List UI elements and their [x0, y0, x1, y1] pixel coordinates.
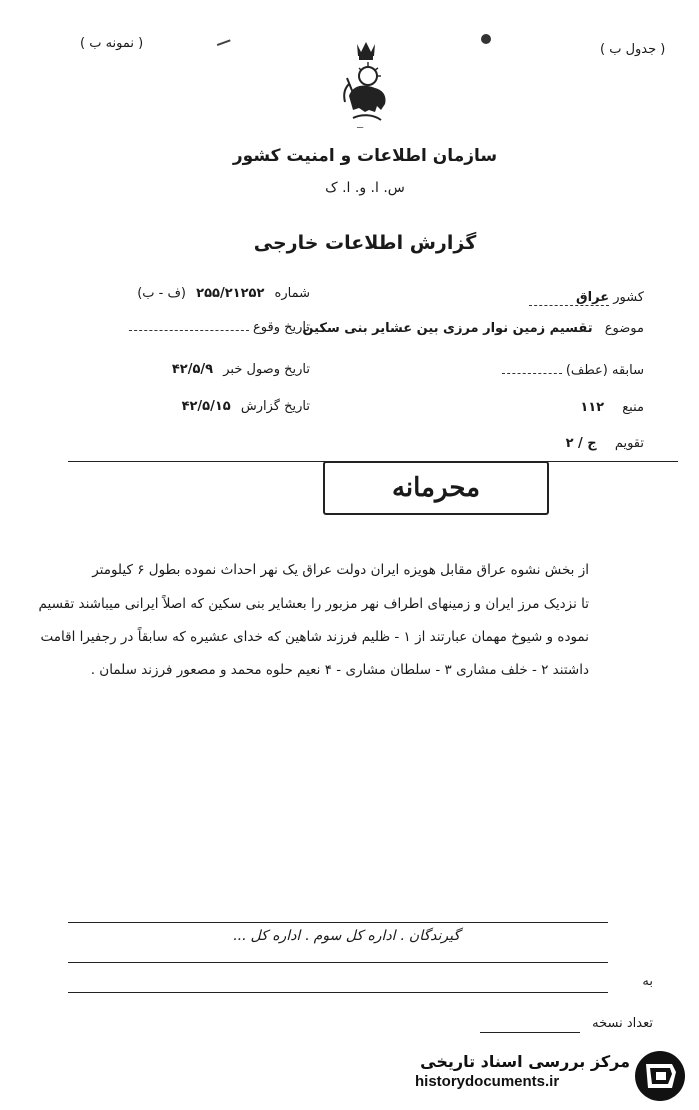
archive-logo-icon	[632, 1048, 688, 1104]
ink-dot	[481, 34, 491, 44]
number-field	[80, 286, 310, 301]
confidential-stamp-text: محرمانه	[391, 473, 481, 503]
svg-text:ـــ: ـــ	[357, 122, 364, 130]
subject-label: موضوع	[604, 321, 644, 336]
precedent-label: سابقه (عطف)	[565, 363, 644, 378]
received-date-field	[80, 362, 310, 377]
organization-name: سازمان اطلاعات و امنیت کشور	[232, 146, 498, 166]
report-date-field	[80, 399, 310, 414]
copies-label: تعداد نسخه	[592, 1016, 653, 1031]
number-suffix: (ف - ب)	[137, 286, 187, 301]
stray-mark	[213, 30, 230, 46]
precedent-value	[502, 373, 562, 374]
country-label: کشور	[613, 290, 644, 305]
copies-line	[480, 1032, 580, 1033]
source-value: ۱۱۲	[580, 400, 605, 415]
rating-field	[566, 436, 644, 451]
body-line-1: از بخش نشوه عراق مقابل هویزه ایران دولت عراق یک نهر احداث نموده بطول ۶ کیلومتر	[92, 562, 589, 578]
table-type-mark: ( جدول ب )	[600, 42, 666, 57]
country-value: عراق	[529, 290, 609, 306]
source-label: منبع	[622, 400, 644, 415]
lion-and-sun-emblem-icon	[335, 40, 397, 130]
watermark-name: مرکز بررسی اسناد تاریخی	[420, 1052, 630, 1071]
organization-code: س. ا. و. ا. ک	[325, 180, 405, 196]
number-value: ۲۵۵/۲۱۲۵۲	[196, 286, 265, 301]
confidential-stamp	[323, 461, 549, 515]
recipients-text: گیرندگان . اداره کل سوم . اداره کل ...	[232, 928, 460, 944]
body-line-2: تا نزدیک مرز ایران و زمینهای اطراف نهر مزبور را بعشایر بنی سکین که اصلاً ایرانی میباشند تقسیم	[38, 596, 589, 612]
recipients-line-2	[68, 962, 608, 963]
precedent-field	[502, 363, 644, 378]
watermark	[415, 1052, 630, 1090]
recipients-top-line	[68, 922, 608, 923]
event-date-field	[80, 320, 310, 335]
source-field	[580, 400, 644, 415]
watermark-url: historydocuments.ir	[415, 1073, 560, 1090]
number-label: شماره	[274, 286, 310, 301]
body-line-4: داشتند ۲ - خلف مشاری ۳ - سلطان مشاری - ۴ نعیم حلوه محمد و مصعور فرزند سلمان .	[90, 662, 589, 678]
rating-value: ج / ۲	[565, 436, 597, 451]
event-date-label: تاریخ وقوع	[253, 320, 310, 335]
report-date-value: ۴۲/۵/۱۵	[181, 399, 231, 414]
received-date-label: تاریخ وصول خبر	[223, 362, 310, 377]
recipients-line-3	[68, 992, 608, 993]
rating-label: تقویم	[614, 436, 644, 451]
report-title: گزارش اطلاعات خارجی	[253, 232, 477, 254]
subject-field	[302, 321, 644, 336]
received-date-value: ۴۲/۵/۹	[171, 362, 214, 377]
body-line-3: نموده و شیوخ مهمان عبارتند از ۱ - ظلیم فرزند شاهین که خدای عشیره که سابقاً در رجفیرا اقامت	[40, 629, 589, 645]
report-date-label: تاریخ گزارش	[240, 399, 310, 414]
form-type-mark: ( نمونه ب )	[80, 36, 144, 51]
subject-value: تقسیم زمین نوار مرزی بین عشایر بنی سکین	[302, 321, 593, 336]
country-field	[529, 290, 644, 306]
event-date-value	[129, 330, 249, 331]
to-label: به	[642, 974, 653, 989]
